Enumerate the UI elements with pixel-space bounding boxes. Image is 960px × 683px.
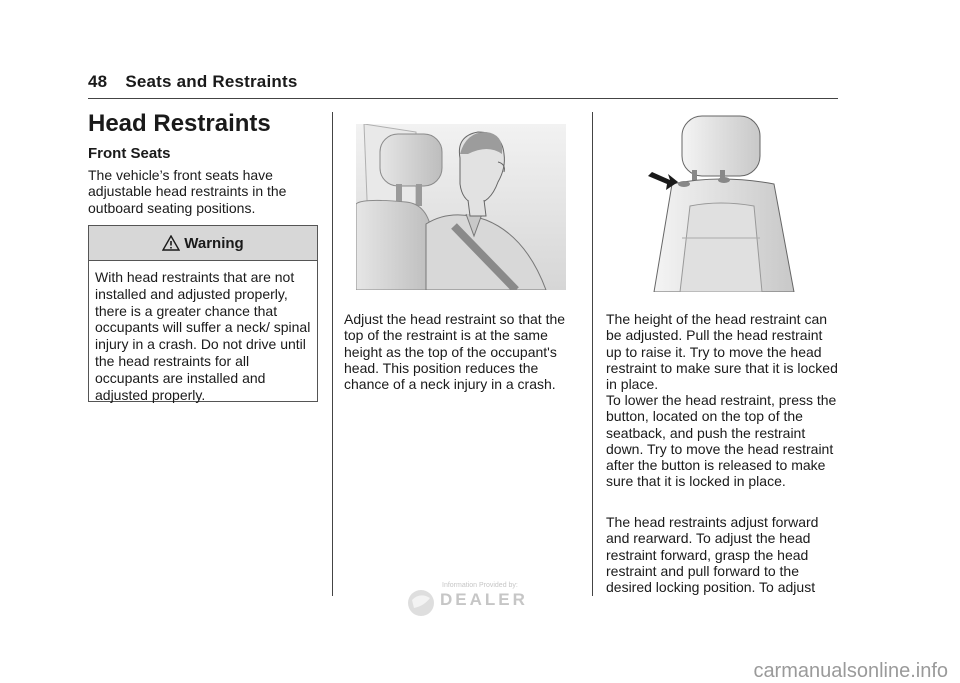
- column-divider-right: [592, 112, 593, 596]
- warning-text: With head restraints that are not installed and adjusted properly, there is a greater chance that occupants will suffer a neck/ spinal injury in a crash. Do not drive until the head restraints for all occupants are installed and adjusted properly.: [95, 269, 311, 403]
- column-divider-left: [332, 112, 333, 596]
- right-paragraph-2: To lower the head restraint, press the button, located on the top of the seatback, and push the restraint down. Try to move the head restraint after the button is released to make sure that it is locked in place.: [606, 392, 837, 490]
- globe-logo-icon: [406, 588, 436, 618]
- dealer-watermark: [404, 582, 554, 620]
- warning-icon: [162, 235, 180, 251]
- subsection-title: Front Seats: [88, 145, 171, 162]
- page-number: 48: [88, 72, 108, 91]
- watermark-caption: Information Provided by:: [442, 582, 518, 589]
- warning-label: Warning: [184, 234, 244, 252]
- head-restraint-occupant-illustration: [356, 124, 566, 290]
- right-paragraph-1: The height of the head restraint can be adjusted. Pull the head restraint up to raise it. Try to move the head restraint to make sure that it is locked in place.: [606, 311, 838, 393]
- page-header: [88, 72, 298, 92]
- head-restraint-button-illustration: [646, 114, 806, 292]
- footer-watermark: [0, 660, 960, 683]
- header-divider: [88, 98, 838, 99]
- warning-header: [89, 226, 317, 261]
- page-title: Head Restraints: [88, 110, 271, 137]
- section-title: Seats and Restraints: [125, 72, 298, 91]
- middle-paragraph: Adjust the head restraint so that the top of the restraint is at the same height as the top of the occupant's head. This position reduces the chance of a neck injury in a crash.: [344, 311, 566, 393]
- right-paragraph-3: The head restraints adjust forward and rearward. To adjust the head restraint forward, grasp the head restraint and pull forward to the desired locking position. To adjust: [606, 514, 819, 596]
- footer-site: carmanualsonline.info: [753, 660, 948, 682]
- watermark-brand: DEALER: [440, 590, 528, 609]
- intro-paragraph: The vehicle’s front seats have adjustable head restraints in the outboard seating positions.: [88, 167, 287, 216]
- warning-box: [88, 225, 318, 402]
